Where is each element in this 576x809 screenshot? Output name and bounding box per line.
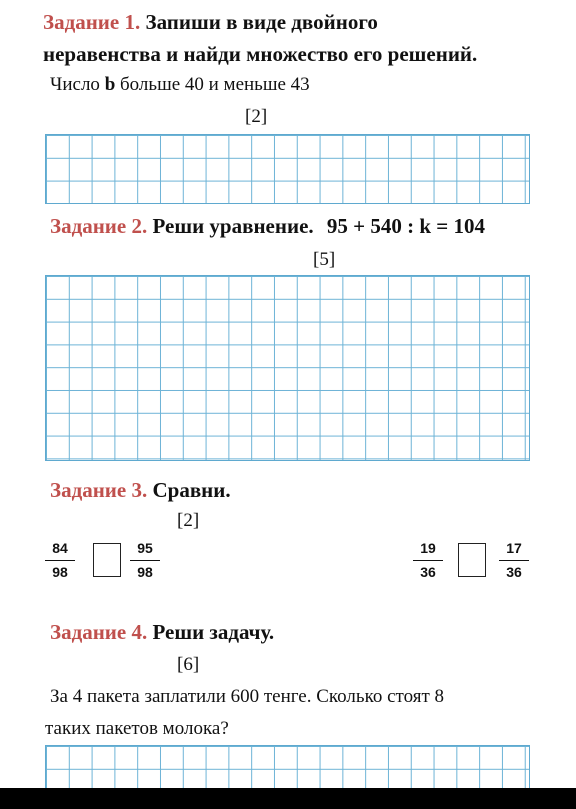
task3-heading xyxy=(50,478,231,503)
fraction-numerator: 17 xyxy=(506,540,522,556)
task1-title-line1: Запиши в виде двойного xyxy=(145,10,378,34)
task3-number: 3. xyxy=(131,478,148,502)
task1-title-line2: неравенства и найди множество его решений. xyxy=(43,42,478,66)
fraction-numerator: 84 xyxy=(52,540,68,556)
fraction-17-36 xyxy=(499,540,529,580)
task2-answer-grid[interactable] xyxy=(45,275,530,461)
fraction-denominator: 36 xyxy=(506,564,522,580)
fraction-denominator: 98 xyxy=(52,564,68,580)
task4-heading xyxy=(50,620,274,645)
task4-text-line2: таких пакетов молока? xyxy=(45,718,229,739)
task4-number: 4. xyxy=(131,620,148,644)
task2-label: Задание xyxy=(50,214,127,238)
fraction-19-36 xyxy=(413,540,443,580)
task1-text-a: Число xyxy=(50,74,105,95)
fraction-bar xyxy=(499,560,529,561)
bottom-black-bar xyxy=(0,788,576,809)
task1-label: Задание xyxy=(43,10,120,34)
task2-score: [5] xyxy=(313,249,336,270)
task2-equation: 95 + 540 : k = 104 xyxy=(326,214,486,238)
task4-answer-grid[interactable] xyxy=(45,745,530,789)
fraction-denominator: 36 xyxy=(420,564,436,580)
fraction-numerator: 19 xyxy=(420,540,436,556)
fraction-95-98 xyxy=(130,540,160,580)
task1-heading xyxy=(43,10,378,35)
fraction-numerator: 95 xyxy=(137,540,153,556)
task4-score: [6] xyxy=(177,654,200,675)
fraction-bar xyxy=(45,560,75,561)
task4-label: Задание xyxy=(50,620,127,644)
task2-heading xyxy=(50,214,485,239)
comparison-box-1[interactable] xyxy=(93,543,121,577)
task4-title: Реши задачу. xyxy=(152,620,275,644)
comparison-box-2[interactable] xyxy=(458,543,486,577)
task4-text-line1: За 4 пакета заплатили 600 тенге. Сколько стоят 8 xyxy=(50,686,445,707)
task1-answer-grid[interactable] xyxy=(45,134,530,204)
task3-title: Сравни. xyxy=(152,478,231,502)
task1-score: [2] xyxy=(245,106,268,127)
task2-number: 2. xyxy=(131,214,148,238)
fraction-bar xyxy=(130,560,160,561)
task1-text-b: больше 40 и меньше 43 xyxy=(115,74,310,95)
task1-number: 1. xyxy=(124,10,141,34)
fraction-denominator: 98 xyxy=(137,564,153,580)
task3-label: Задание xyxy=(50,478,127,502)
fraction-84-98 xyxy=(45,540,75,580)
task3-score: [2] xyxy=(177,510,200,531)
task1-variable: b xyxy=(104,74,116,95)
fraction-bar xyxy=(413,560,443,561)
task1-text xyxy=(50,74,310,96)
task2-title: Реши уравнение. xyxy=(152,214,314,238)
